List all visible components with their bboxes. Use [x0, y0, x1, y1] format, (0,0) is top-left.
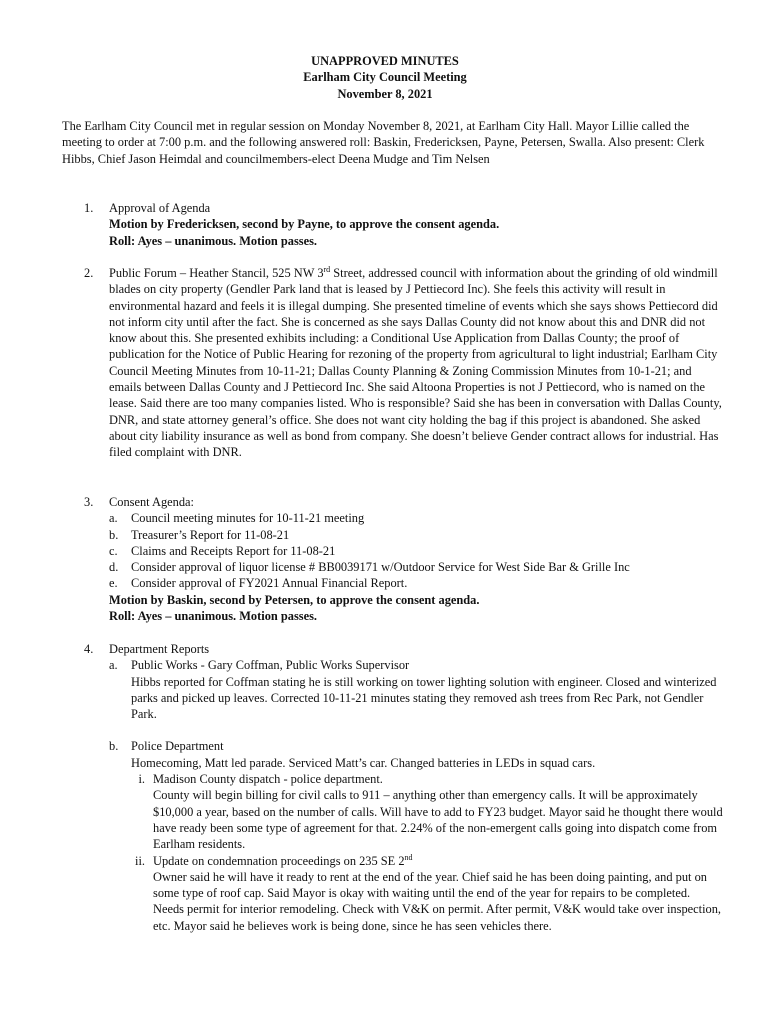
- subitem-text: Consider approval of FY2021 Annual Financial Report.: [131, 576, 408, 591]
- motion-text: Motion by Fredericksen, second by Payne, to approve the consent agenda.: [109, 217, 500, 232]
- forum-text-start: Public Forum – Heather Stancil, 525 NW 3: [109, 266, 324, 280]
- subitem-text: Claims and Receipts Report for 11-08-21: [131, 543, 336, 558]
- subitem-label: e.: [109, 576, 118, 591]
- subitem-text: Consider approval of liquor license # BB0039171 w/Outdoor Service for West Side Bar & Grille Inc: [131, 560, 630, 575]
- subitem-text: Council meeting minutes for 10-11-21 meeting: [131, 511, 365, 526]
- consent-subitem: [109, 527, 724, 543]
- consent-subitem: [109, 575, 724, 591]
- ordinal-suffix: nd: [404, 852, 413, 862]
- roman-text: County will begin billing for civil calls to 911 – anything other than emergency calls. It will be approximately $10,000 a year, based on the number of calls. Will have to add to FY23 budget. Mayor said he thought there would have ready been some type of agreement for that. 2.24% of the non-emergent calls going into dispatch come from Earlham residents.: [153, 788, 723, 852]
- subitem-title: Public Works - Gary Coffman, Public Works Supervisor: [131, 658, 410, 673]
- subitem-label: a.: [109, 658, 118, 673]
- consent-subitem: [109, 510, 724, 526]
- subitem-text: Homecoming, Matt led parade. Serviced Matt’s car. Changed batteries in LEDs in squad cars.: [131, 755, 596, 770]
- subitem-label: a.: [109, 511, 118, 526]
- subitem-label: d.: [109, 560, 119, 575]
- roman-text: Owner said he will have it ready to rent at the end of the year. Chief said he has been doing painting, and put on some type of roof cap. Said Mayor is okay with waiting until the end of the year for repairs to be completed. Needs permit for interior remodeling. Check with V&K on permit. After permit, V&K would take over inspection, etc. Mayor said he believes work is being done, since he has seen vehicles there.: [153, 869, 722, 933]
- forum-text-rest: Street, addressed council with information about the grinding of old windmill blades on city property (Gendler Park land that is leased by J Pettiecord Inc). She feels this activity will result in environmental hazard and feels it is illegal dumping. She presented timeline of events which she says shows Pettiecord did not inform city until after the fact. She is concerned as she says Dallas County did not know about this and DNR did not know about this. She presented exhibits including: a Conditional Use Application from Dallas County; the proof of publication for the Notice of Public Hearing for rezoning of the property from agricultural to light industrial; Earlham City Council Meeting Minutes from 10-11-21; Dallas County Planning & Zoning Commission Minutes from 10-1-21; and emails between Dallas County and J Pettiecord Inc. She said Altoona Properties is not J Pettiecord, who is named on the lease. Said there are too many companies listed. Who is responsible? Said she has been in conversation with Dallas County, DNR, and state attorney general’s office. She does not want city holding the bag if this project is abandoned. She asked about city liability insurance as well as bond from company. She doesn’t believe Gender contract allows for industrial. Has filed complaint with DNR.: [109, 266, 722, 460]
- roman-label: i.: [138, 772, 145, 787]
- agenda-item-department-reports: [84, 641, 724, 934]
- police-report: [109, 738, 724, 934]
- ordinal-suffix: rd: [323, 264, 331, 274]
- dispatch-subitem: [131, 771, 724, 852]
- item-number: 4.: [84, 642, 94, 656]
- roll-text: Roll: Ayes – unanimous. Motion passes.: [109, 609, 318, 624]
- subitem-label: b.: [109, 527, 119, 542]
- roll-text: Roll: Ayes – unanimous. Motion passes.: [109, 233, 318, 248]
- item-number: 3.: [84, 495, 94, 509]
- subitem-label: c.: [109, 543, 118, 558]
- meeting-name: Earlham City Council Meeting: [303, 70, 467, 85]
- item-title: Consent Agenda:: [109, 495, 195, 509]
- roman-title-text: Update on condemnation proceedings on 235 SE 2: [153, 853, 405, 868]
- item-title: Department Reports: [109, 642, 210, 656]
- consent-subitem: [109, 543, 724, 559]
- agenda-item-approval: [84, 200, 724, 249]
- roman-title: Madison County dispatch - police department.: [153, 772, 383, 787]
- agenda-item-public-forum: [84, 265, 724, 461]
- roman-label: ii.: [135, 853, 145, 868]
- motion-text: Motion by Baskin, second by Petersen, to approve the consent agenda.: [109, 592, 480, 607]
- public-works-report: [109, 657, 724, 722]
- subitem-title: Police Department: [131, 739, 224, 754]
- item-title: Approval of Agenda: [109, 201, 211, 215]
- subitem-label: b.: [109, 739, 119, 754]
- agenda-item-consent: [84, 494, 724, 624]
- meeting-date: November 8, 2021: [337, 86, 433, 101]
- intro-paragraph: The Earlham City Council met in regular session on Monday November 8, 2021, at Earlham City Hall. Mayor Lillie called the meeting to order at 7:00 p.m. and the following answered roll: Baskin, Fredericksen, Payne, Petersen, Swalla. Also present: Clerk Hibbs, Chief Jason Heimdal and councilmembers-elect Deena Mudge and Tim Nelsen: [62, 119, 705, 166]
- roman-title: [153, 853, 724, 869]
- consent-subitem: [109, 559, 724, 575]
- subitem-text: Hibbs reported for Coffman stating he is still working on tower lighting solution with engineer. Closed and winterized parks and picked up leaves. Corrected 10-11-21 minutes stating they removed ash trees from Rec Park, not Gendler Park.: [131, 674, 717, 722]
- item-number: 1.: [84, 201, 94, 215]
- minutes-header: [0, 53, 770, 102]
- public-forum-text: [109, 265, 724, 461]
- document-status-title: UNAPPROVED MINUTES: [311, 54, 459, 68]
- subitem-text: Treasurer’s Report for 11-08-21: [131, 527, 290, 542]
- item-number: 2.: [84, 266, 94, 280]
- condemnation-subitem: [131, 853, 724, 934]
